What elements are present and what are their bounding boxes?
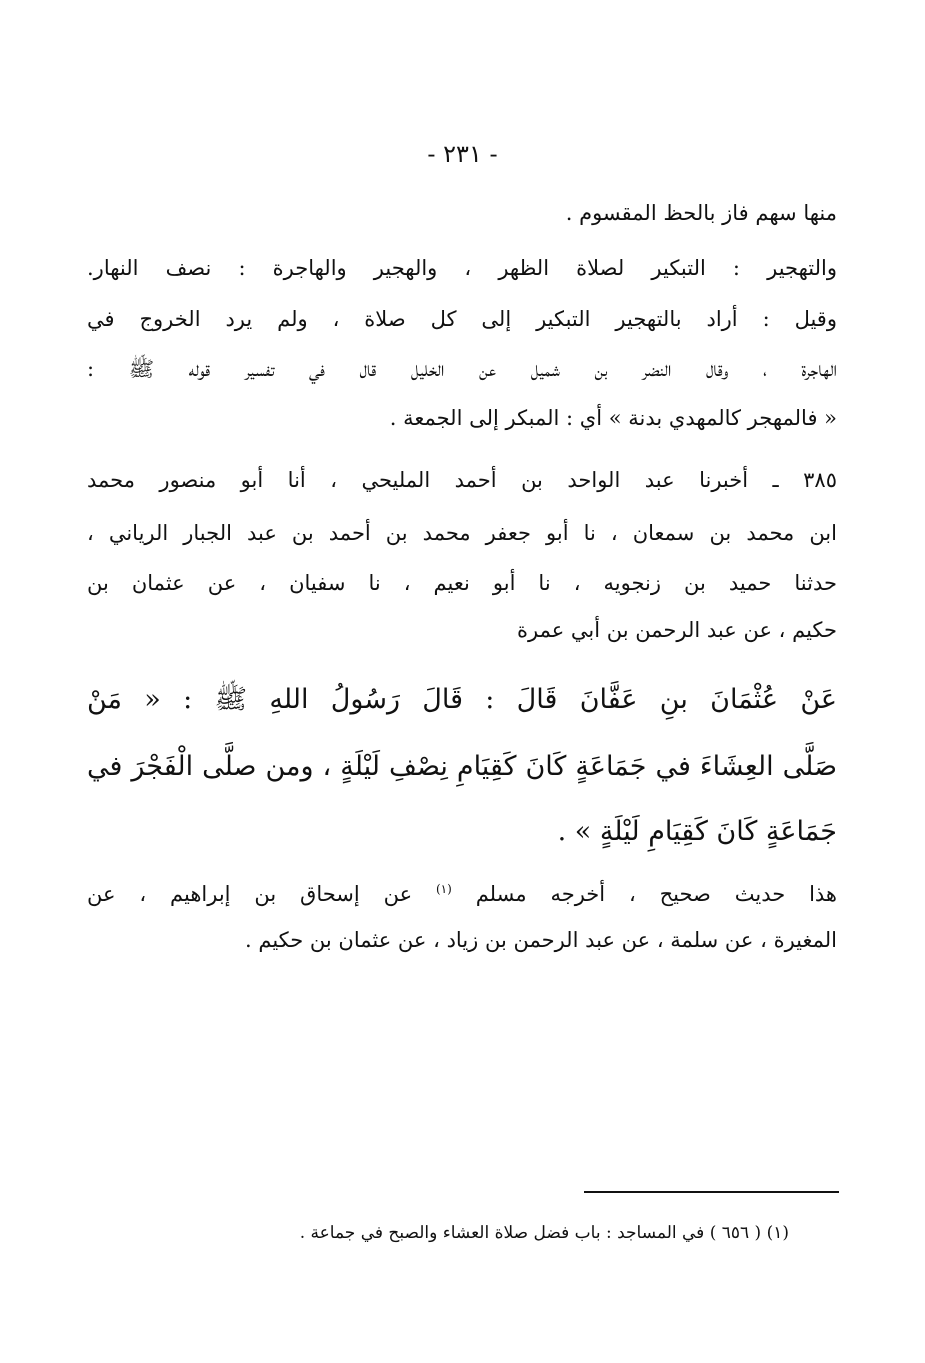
text-line: منها سهم فاز بالحظ المقسوم . (565, 201, 837, 225)
hadith-line: عَنْ عُثْمَانَ بنِ عَفَّانَ قَالَ : قَالَ رَسُولُ اللهِ ﷺ : « مَنْ (87, 684, 837, 715)
takhrij-line: المغيرة ، عن سلمة ، عن عبد الرحمن بن زياد ، عن عثمان بن حكيم . (245, 928, 837, 952)
footnote-reference: (١) (435, 882, 452, 896)
footnote-divider (584, 1191, 839, 1193)
isnad-line: ابن محمد بن سمعان ، نا أبو جعفر محمد بن أحمد بن عبد الجبار الرياني ، (87, 521, 837, 545)
hadith-line: صَلَّى العِشَاءَ في جَمَاعَةٍ كَانَ كَقِيَامِ نِصْفِ لَيْلَةٍ ، ومن صلَّى الْفَجْرَ في (87, 751, 837, 782)
takhrij-text: عن إسحاق بن إبراهيم ، عن (87, 882, 413, 906)
page-number: - ٢٣١ - (427, 140, 498, 168)
hadith-line: جَمَاعَةٍ كَانَ كَقِيَامِ لَيْلَةٍ » . (557, 816, 837, 847)
takhrij-line (87, 874, 837, 909)
text-line: « فالمهجر كالمهدي بدنة » أي : المبكر إلى الجمعة . (389, 406, 837, 430)
isnad-line: حدثنا حميد بن زنجويه ، نا أبو نعيم ، نا سفيان ، عن عثمان بن (87, 571, 837, 595)
isnad-line: ٣٨٥ ـ أخبرنا عبد الواحد بن أحمد المليحي ، أنا أبو منصور محمد (87, 468, 837, 492)
text-line: الهاجرة ، وقال النضر بن شميل عن الخليل قال في تفسير قوله ﷺ : (87, 357, 837, 381)
takhrij-text: هذا حديث صحيح ، أخرجه مسلم (475, 882, 838, 906)
text-line: وقيل : أراد بالتهجير التبكير إلى كل صلاة ، ولم يرد الخروج في (87, 307, 837, 331)
footnote: (١) ( ٦٥٦ ) في المساجد : باب فضل صلاة العشاء والصبح في جماعة . (299, 1223, 789, 1243)
isnad-line: حكيم ، عن عبد الرحمن بن أبي عمرة (516, 618, 837, 642)
text-line: والتهجير : التبكير لصلاة الظهر ، والهجير والهاجرة : نصف النهار. (87, 256, 837, 280)
